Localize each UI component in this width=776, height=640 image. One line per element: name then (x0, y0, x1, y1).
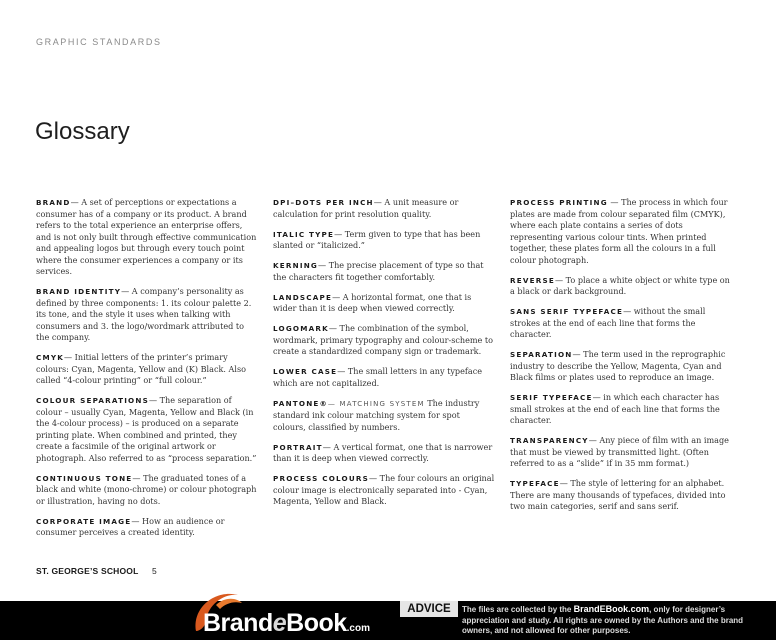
glossary-definition: — How an audience or consumer perceives a created identity. (36, 515, 225, 537)
notice-text-end: , only for designer’s appreciation and study. All rights are owned by the Authors and the brand owners, and not allowed for other purposes. (462, 605, 744, 635)
glossary-entry (273, 197, 495, 220)
logo-text-book: Book (286, 609, 347, 637)
glossary-term: BRAND (36, 198, 71, 207)
glossary-term: CORPORATE IMAGE (36, 516, 132, 526)
brandebook-logo[interactable] (203, 609, 370, 640)
glossary-entry (36, 352, 258, 387)
glossary-entry (36, 286, 258, 344)
section-label: GRAPHIC STANDARDS (36, 37, 162, 47)
glossary-definition: — A vertical format, one that is narrower than it is deep when viewed correctly. (273, 441, 493, 463)
glossary-entry (273, 473, 495, 508)
notice-site-link[interactable]: BrandEBook.com (573, 604, 650, 614)
glossary-term: LOWER CASE (273, 367, 338, 376)
glossary-entry (273, 366, 495, 389)
glossary-entry (510, 275, 732, 298)
glossary-definition: — without the small strokes at the end of each line that forms the character. (510, 306, 706, 339)
watermark-banner (0, 601, 776, 640)
glossary-entry (273, 442, 495, 465)
glossary-term: SANS SERIF TYPEFACE (510, 307, 624, 316)
glossary-term-subtitle: — MATCHING SYSTEM (327, 399, 425, 408)
glossary-entry (510, 349, 732, 384)
glossary-entry (273, 229, 495, 252)
glossary-definition: — A horizontal format, one that is wider than it is deep when viewed correctly. (273, 291, 472, 313)
glossary-entry (510, 197, 732, 266)
glossary-term: REVERSE (510, 275, 555, 285)
glossary-term: KERNING (273, 261, 319, 270)
glossary-definition: — in which each character has small strokes at the end of each line that forms the character. (510, 392, 720, 425)
glossary-definition: — A unit measure or calculation for print resolution quality. (273, 197, 459, 219)
glossary-term: TRANSPARENCY (510, 436, 589, 445)
glossary-entry (510, 306, 732, 341)
glossary-entry (273, 292, 495, 315)
glossary-term: LANDSCAPE (273, 292, 333, 302)
glossary-column-2 (273, 197, 495, 516)
logo-text-e: e (272, 609, 287, 637)
glossary-definition: — The style of lettering for an alphabet. There are many thousands of typefaces, divided into two main categories, serif and sans serif. (510, 478, 726, 511)
glossary-definition: — The combination of the symbol, wordmark, primary typography and colour-scheme to create a standardized company sign or trademark. (273, 323, 494, 356)
glossary-term: SERIF TYPEFACE (510, 393, 593, 402)
page-title: Glossary (35, 118, 130, 145)
glossary-term: PROCESS PRINTING (510, 198, 608, 207)
glossary-entry (36, 473, 258, 508)
glossary-entry (273, 260, 495, 283)
glossary-definition: — The four colours an original colour image is electronically separated into - Cyan, Magenta, Yellow and Black. (273, 473, 495, 506)
glossary-definition: — The precise placement of type so that the characters fit together comfortably. (273, 260, 484, 282)
glossary-definition: — Any piece of film with an image that must be viewed by transmitted light. (Often referred to as a “slide” if in 35 mm format.) (510, 435, 729, 468)
glossary-entry (36, 395, 258, 464)
glossary-entry (510, 392, 732, 427)
glossary-term: CMYK (36, 353, 65, 362)
glossary-definition: The industry standard ink colour matching system for spot colours, classified by numbers. (273, 397, 480, 432)
glossary-definition: — The small letters in any typeface which are not capitalized. (273, 366, 483, 388)
advice-badge: ADVICE (400, 601, 458, 617)
notice-text-start: The files are collected by the (462, 605, 574, 614)
glossary-definition: — A set of perceptions or expectations a consumer has of a company or its product. A brand refers to the total experience an enterprise offers, and is not only built through effective communication and appealing logos but through every touch point where the consumer experiences a company or its services. (36, 197, 257, 276)
glossary-term: COLOUR SEPARATIONS (36, 396, 149, 405)
glossary-entry (510, 478, 732, 513)
glossary-term: PANTONE® (273, 398, 328, 408)
glossary-definition: — A company’s personality as defined by three components: 1. its colour palette 2. its tone, and the style it uses when talking with consumers and 3. the logo/wordmark attributed to the company. (36, 286, 252, 342)
glossary-entry (36, 197, 258, 278)
glossary-entry (36, 516, 258, 539)
copyright-notice (462, 604, 774, 637)
glossary-term: TYPEFACE (510, 479, 560, 488)
glossary-term: BRAND IDENTITY (36, 287, 122, 296)
glossary-definition: — The term used in the reprographic industry to describe the Yellow, Magenta, Cyan and Black films or plates used to reproduce an image. (510, 349, 726, 382)
glossary-definition: — The process in which four plates are made from colour separated film (CMYK), where each plate contains a series of dots representing various colour tints. When printed together, these plates form all the colours in a full colour photograph. (510, 197, 728, 265)
glossary-entry (273, 398, 495, 434)
glossary-definition: — To place a white object or white type on a black or dark background. (510, 274, 730, 296)
glossary-definition: — The separation of colour – usually Cyan, Magenta, Yellow and Black (in the 4-colour process) – is produced on a separate printing plate. When combined and printed, they create a facsimile of the original artwork or photograph. Also referred to as “process separation.” (36, 395, 257, 463)
glossary-term: LOGOMARK (273, 324, 329, 333)
glossary-definition: — The graduated tones of a black and white (mono-chrome) or colour photograph or illustration, having no dots. (36, 472, 257, 506)
glossary-term: SEPARATION (510, 350, 573, 359)
glossary-term: PROCESS COLOURS (273, 474, 369, 483)
page-number: 5 (152, 566, 157, 576)
glossary-entry (273, 323, 495, 358)
glossary-column-3 (510, 197, 732, 521)
glossary-term: CONTINUOUS TONE (36, 473, 133, 483)
glossary-definition: — Initial letters of the printer’s primary colours: Cyan, Magenta, Yellow and (K) Black. Also called “4-colour printing” or “full colour.” (36, 352, 246, 385)
glossary-term: PORTRAIT (273, 442, 323, 452)
logo-text-brand: Brand (203, 609, 273, 637)
glossary-term: DPI–DOTS PER INCH (273, 198, 374, 207)
logo-text-com: .com (346, 623, 370, 634)
glossary-definition: — Term given to type that has been slanted or “italicized.” (273, 228, 481, 250)
glossary-entry (510, 435, 732, 470)
footer-school-name: ST. GEORGE’S SCHOOL (36, 566, 139, 576)
glossary-column-1 (36, 197, 258, 547)
glossary-term: ITALIC TYPE (273, 229, 335, 239)
